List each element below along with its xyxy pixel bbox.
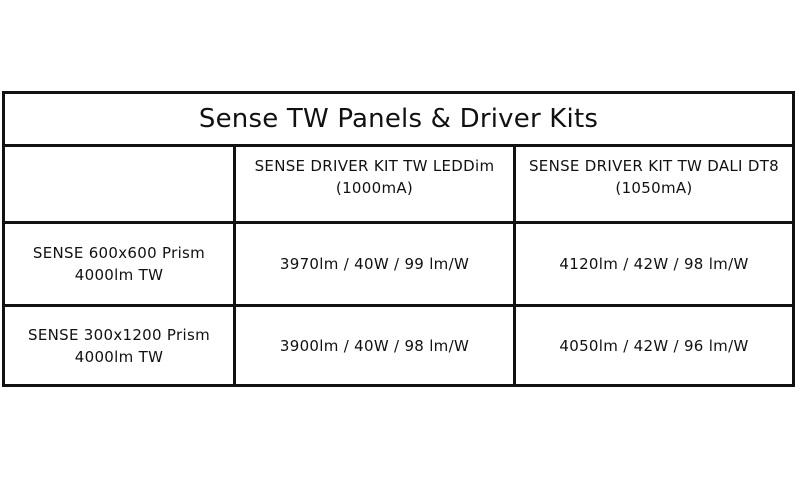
product-cell: SENSE 600x600 Prism 4000lm TW	[5, 224, 236, 304]
leddim-value-cell: 3970lm / 40W / 99 lm/W	[236, 224, 516, 304]
dali-value-cell: 4120lm / 42W / 98 lm/W	[559, 255, 749, 273]
table-row	[5, 224, 792, 307]
header-cell-leddim: SENSE DRIVER KIT TW LEDDim (1000mA)	[236, 147, 516, 221]
spec-table	[2, 91, 795, 387]
table-row	[5, 307, 792, 384]
header-cell-empty	[5, 147, 236, 221]
table-title: Sense TW Panels & Driver Kits	[5, 94, 792, 147]
dali-value-cell: 4050lm / 42W / 96 lm/W	[559, 336, 749, 355]
table-header-row	[5, 147, 792, 224]
leddim-value-cell: 3900lm / 40W / 98 lm/W	[236, 307, 516, 384]
header-cell-dali: SENSE DRIVER KIT TW DALI DT8 (1050mA)	[528, 157, 780, 197]
product-cell: SENSE 300x1200 Prism 4000lm TW	[5, 307, 236, 384]
